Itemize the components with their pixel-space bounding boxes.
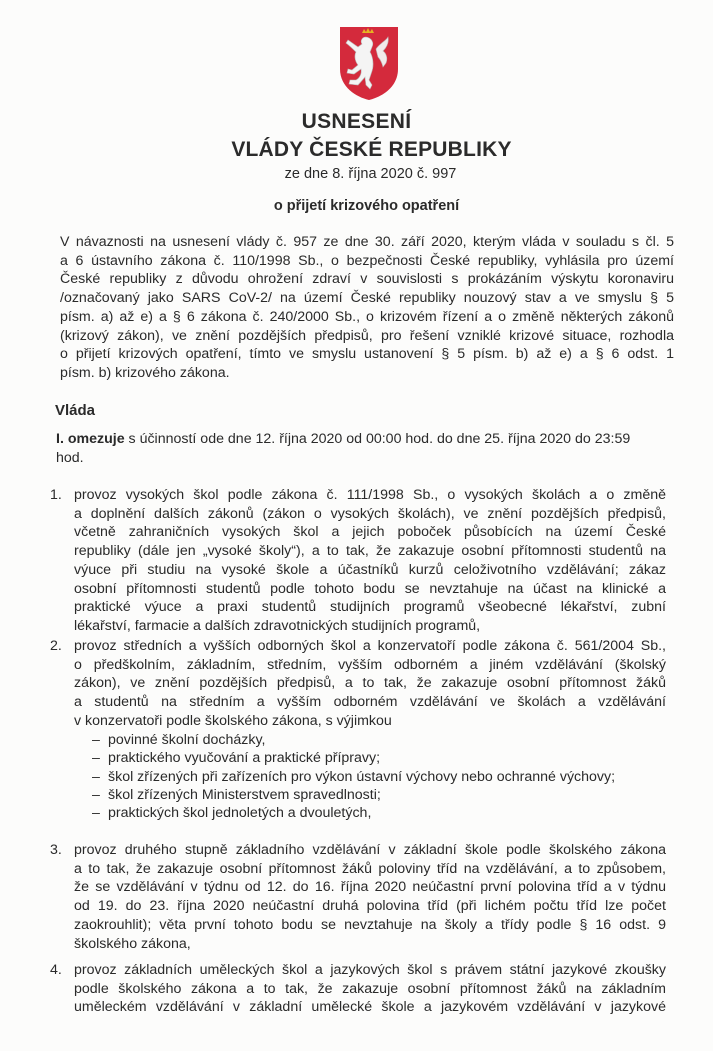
item-number: 3.: [50, 842, 62, 858]
item-number: 2.: [50, 638, 62, 654]
item-line: provoz druhého stupně základního vzdělávání v základní škole podle školského zákona: [74, 842, 666, 858]
clause-label: I. omezuje: [56, 431, 125, 447]
section-heading: Vláda: [55, 402, 96, 419]
item-line: podle školského zákona a to tak, že zakazuje osobní přítomnost žáků na základním: [74, 980, 666, 997]
exception-item: – praktického vyučování a praktické přípravy;: [82, 749, 682, 767]
item-line: školského zákona,: [74, 935, 191, 952]
intro-paragraph: [60, 233, 674, 383]
intro-line: České republiky z důvodu ohrožení zdraví v souvislosti s prokázáním výskytu koronaviru: [60, 271, 674, 288]
item-line: praktické výuce a praxi studentů studijních programů všeobecné lékařství, zubní: [74, 599, 666, 616]
intro-line: (krizový zákon), ve znění pozdějších předpisů, pro řešení vzniklé krizové situace, rozhodla: [60, 327, 674, 344]
item-line: a to tak, že zakazuje osobní přítomnost žáků poloviny tříd na vzdělávání, a to způsobem,: [74, 860, 666, 877]
exception-item: – škol zřízených Ministerstvem spravedlnosti;: [82, 786, 682, 804]
item-body: [74, 486, 666, 636]
item-line: zákon), ve znění pozdějších předpisů, a to tak, že zakazuje osobní přítomnost žáků: [74, 675, 666, 692]
item-line: a studentů na středním a vyšším odborném vzdělávání ve školách a vzdělávání: [74, 694, 666, 711]
item-line: lékařství, farmacie a dalších zdravotnických studijních programů,: [74, 617, 481, 634]
exception-item: – povinné školní docházky,: [82, 731, 682, 749]
document-title: USNESENÍ: [301, 110, 412, 133]
item-line: zaokrouhlit); věta první tohoto bodu se nevztahuje na školy a třídy podle § 16 odst. 9: [74, 916, 666, 933]
item-line: provoz středních a vyšších odborných škol a konzervatoří podle zákona č. 561/2004 Sb.,: [74, 638, 666, 654]
item-line: výuce při studiu na vysoké škole a účastníků kurzů celoživotního vzdělávání; zákaz: [74, 561, 666, 578]
item-line: že se vzdělávání v týdnu od 12. do 16. října 2020 neúčastní první polovina tříd a v týdnu: [74, 879, 666, 896]
clause-text-cont: hod.: [56, 449, 84, 466]
item-number: 1.: [50, 487, 62, 503]
item-body: [74, 637, 666, 731]
item-line: a doplnění dalších zákonů (zákon o vysokých školách), ve znění pozdějších předpisů,: [74, 505, 666, 522]
exception-item: – praktických škol jednoletých a dvouletých,: [82, 804, 682, 822]
document-subtitle: VLÁDY ČESKÉ REPUBLIKY: [231, 138, 512, 161]
item-line: uměleckém vzdělávání v základní umělecké škole a jazykovém vzdělávání v jazykové: [74, 999, 666, 1016]
item-body: [74, 841, 666, 953]
item-line: osobní přítomnosti studentů podle tohoto bodu se nevztahuje na účast na klinické a: [74, 580, 666, 597]
intro-line: písm. b) krizového zákona.: [60, 364, 230, 381]
item-line: včetně zahraničních vysokých škol a jejich poboček působících na území České: [74, 524, 666, 541]
intro-line: /označovaný jako SARS CoV-2/ na území České republiky nouzový stav a ve smyslu § 5: [60, 290, 674, 307]
resolution-date: ze dne 8. října 2020 č. 997: [284, 166, 457, 182]
item-line: provoz vysokých škol podle zákona č. 111/1998 Sb., o vysokých školách a o změně: [74, 487, 666, 503]
clause-text: s účinností ode dne 12. října 2020 od 00:00 hod. do dne 25. října 2020 do 23:59: [124, 431, 631, 447]
item-body: [74, 961, 666, 1017]
clause-one: [56, 430, 686, 467]
item-line: o předškolním, základním, středním, vyšším odborném a jiném vzdělávání (školský: [74, 656, 666, 673]
resolution-subject: o přijetí krizového opatření: [273, 198, 460, 214]
intro-line: V návaznosti na usnesení vlády č. 957 ze dne 30. září 2020, kterým vláda v souladu s čl. 5: [60, 234, 674, 250]
item-number: 4.: [50, 962, 62, 978]
item-line: provoz základních uměleckých škol a jazykových škol s právem státní jazykové zkoušky: [74, 962, 666, 978]
exception-item: – škol zřízených při zařízeních pro výkon ústavní výchovy nebo ochranné výchovy;: [82, 768, 682, 786]
item-line: od 19. do 23. října 2020 neúčastní druhá polovina tříd (při lichém počtu tříd lze počet: [74, 898, 666, 915]
coat-of-arms-icon: [338, 25, 400, 101]
exceptions-list: [82, 731, 682, 822]
item-line: republiky (dále jen „vysoké školy“), a to tak, že zakazuje osobní přítomnosti studentů na: [74, 543, 666, 560]
intro-line: a 6 ústavního zákona č. 110/1998 Sb., o bezpečnosti České republiky, vyhlásila pro území: [60, 252, 674, 269]
intro-line: o přijetí krizových opatření, tímto ve smyslu ustanovení § 5 písm. b) až e) a § 6 odst. 1: [60, 346, 674, 363]
intro-line: písm. a) až e) a § 6 zákona č. 240/2000 Sb., o krizovém řízení a o změně některých zákonů: [60, 308, 674, 325]
item-line: v konzervatoři podle školského zákona, s výjimkou: [74, 712, 392, 729]
